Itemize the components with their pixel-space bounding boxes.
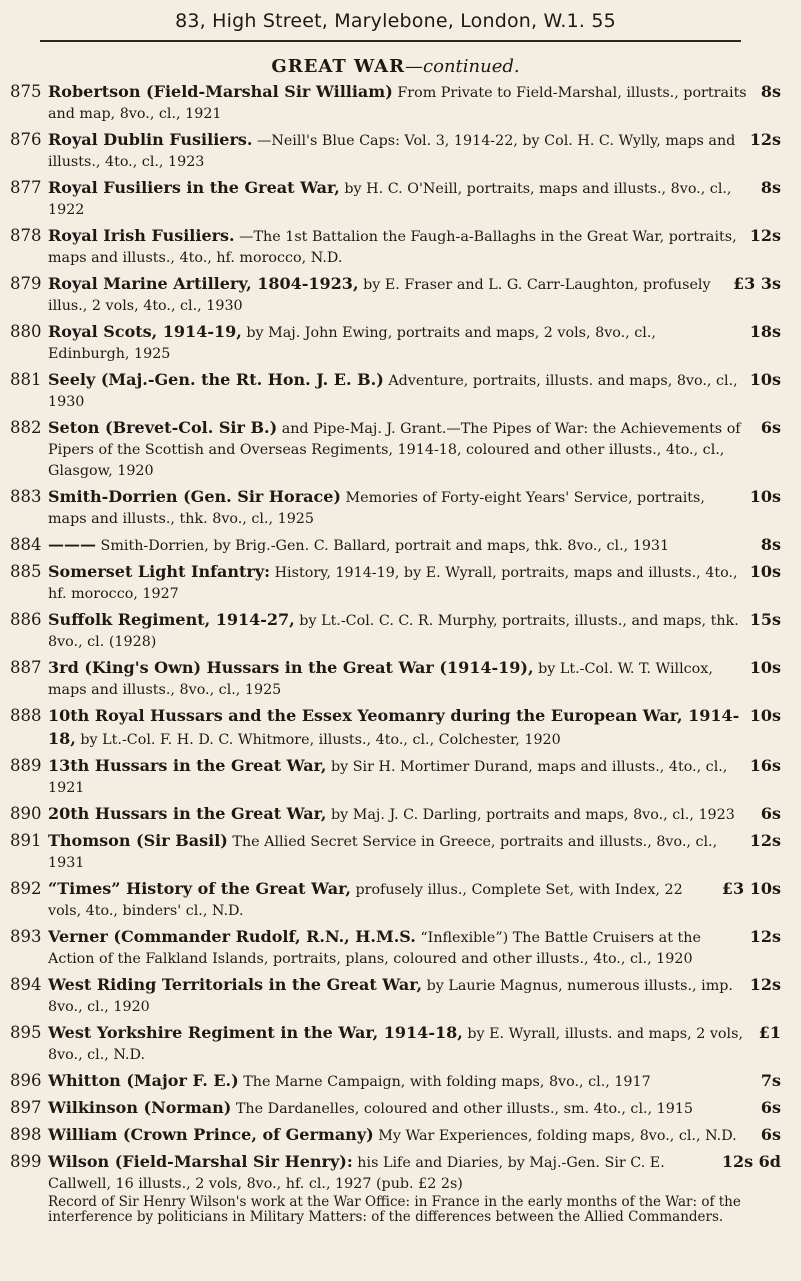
list-item (10, 417, 781, 482)
running-head: 83, High Street, Marylebone, London, W.1. 55 (175, 10, 616, 32)
entry-price: 12s (749, 226, 781, 245)
list-item (10, 926, 781, 970)
entry-description: Adventure, portraits, illusts. and maps, 8vo., cl., 1930 (48, 373, 738, 410)
entry-price: 6s (760, 804, 781, 823)
entry-body (48, 755, 781, 799)
entry-number: 889 (10, 756, 42, 775)
entry-price: 6s (760, 418, 781, 437)
section-title: GREAT WAR (271, 56, 406, 77)
list-item (10, 1097, 781, 1120)
list-item (10, 321, 781, 365)
entry-price: 6s (760, 1098, 781, 1117)
entry-title: Robertson (Field-Marshal Sir William) (48, 82, 393, 101)
entry-description: profusely illus., Complete Set, with Index, 22 vols, 4to., binders' cl., N.D. (48, 882, 683, 919)
entry-number: 887 (10, 658, 42, 677)
entry-price: 12s (749, 831, 781, 850)
entry-description: The Allied Secret Service in Greece, portraits and illusts., 8vo., cl., 1931 (48, 834, 718, 871)
list-item (10, 1070, 781, 1093)
entry-body (48, 705, 781, 751)
entry-number: 895 (10, 1023, 42, 1042)
entry-body (48, 225, 781, 269)
entry-body (48, 1022, 781, 1066)
entry-price: 10s (749, 370, 781, 389)
entry-title: Wilson (Field-Marshal Sir Henry): (48, 1152, 353, 1171)
entry-number: 885 (10, 562, 42, 581)
list-item (10, 369, 781, 413)
entry-number: 881 (10, 370, 42, 389)
list-item (10, 1124, 781, 1147)
entry-description: by E. Wyrall, illusts. and maps, 2 vols, 8vo., cl., N.D. (48, 1026, 743, 1063)
list-item (10, 705, 781, 751)
entry-body (48, 534, 781, 557)
entry-number: 888 (10, 706, 42, 725)
entry-number: 883 (10, 487, 42, 506)
entry-title: 20th Hussars in the Great War, (48, 804, 327, 823)
entry-price: 12s 6d (721, 1152, 781, 1171)
entry-title: Thomson (Sir Basil) (48, 831, 228, 850)
entry-price: 10s (749, 658, 781, 677)
entry-price: 15s (749, 610, 781, 629)
entry-description: My War Experiences, folding maps, 8vo., cl., N.D. (378, 1128, 737, 1144)
entry-title: Whitton (Major F. E.) (48, 1071, 239, 1090)
entry-description: by E. Fraser and L. G. Carr-Laughton, profusely illus., 2 vols, 4to., cl., 1930 (48, 277, 711, 314)
entry-number: 879 (10, 274, 42, 293)
entry-price: 8s (760, 178, 781, 197)
entry-body (48, 1070, 781, 1093)
list-item (10, 830, 781, 874)
entry-title: Royal Fusiliers in the Great War, (48, 178, 340, 197)
entry-title: Royal Dublin Fusiliers. (48, 130, 253, 149)
list-item (10, 878, 781, 922)
entry-number: 896 (10, 1071, 42, 1090)
entry-title: Royal Irish Fusiliers. (48, 226, 235, 245)
entry-number: 893 (10, 927, 42, 946)
entry-description: —The 1st Battalion the Faugh-a-Ballaghs in the Great War, portraits, maps and illusts., 4to., hf. morocco, N.D. (48, 229, 737, 266)
entry-description: by Laurie Magnus, numerous illusts., imp. 8vo., cl., 1920 (48, 978, 733, 1015)
entry-number: 875 (10, 82, 42, 101)
entry-title: ——— (48, 535, 96, 554)
entry-body (48, 1097, 781, 1120)
entry-description: —Neill's Blue Caps: Vol. 3, 1914-22, by Col. H. C. Wylly, maps and illusts., 4to., cl., 1923 (48, 133, 736, 170)
entry-price: 12s (749, 130, 781, 149)
list-item (10, 974, 781, 1018)
entry-note: Record of Sir Henry Wilson's work at the War Office: in France in the early months of the War: of the interference by politicians in Military Matters: of the differences between the Allied Commanders. (48, 1194, 741, 1225)
entry-body (48, 321, 781, 365)
entry-title: Wilkinson (Norman) (48, 1098, 232, 1117)
entry-body (48, 369, 781, 413)
entry-number: 880 (10, 322, 42, 341)
entry-body (48, 609, 781, 653)
entry-title: 3rd (King's Own) Hussars in the Great War (1914-19), (48, 658, 534, 677)
list-item (10, 177, 781, 221)
entry-title: Suffolk Regiment, 1914-27, (48, 610, 295, 629)
list-item (10, 755, 781, 799)
entry-price: 10s (749, 487, 781, 506)
entry-body (48, 657, 781, 701)
entry-title: Royal Scots, 1914-19, (48, 322, 242, 341)
entry-title: Seton (Brevet-Col. Sir B.) (48, 418, 278, 437)
entry-description: his Life and Diaries, by Maj.-Gen. Sir C. E. Callwell, 16 illusts., 2 vols, 8vo., hf. cl., 1927 (pub. £2 2s) (48, 1155, 665, 1192)
entry-number: 894 (10, 975, 42, 994)
entry-title: Seely (Maj.-Gen. the Rt. Hon. J. E. B.) (48, 370, 384, 389)
entry-number: 899 (10, 1152, 42, 1171)
entry-title: Royal Marine Artillery, 1804-1923, (48, 274, 359, 293)
entry-body (48, 81, 781, 125)
entry-price: 8s (760, 535, 781, 554)
entry-price: 10s (749, 562, 781, 581)
entry-number: 877 (10, 178, 42, 197)
entry-title: William (Crown Prince, of Germany) (48, 1125, 374, 1144)
entry-description: Smith-Dorrien, by Brig.-Gen. C. Ballard, portrait and maps, thk. 8vo., cl., 1931 (100, 538, 670, 554)
list-item (10, 225, 781, 269)
entry-description: The Dardanelles, coloured and other illusts., sm. 4to., cl., 1915 (235, 1101, 694, 1117)
list-item (10, 534, 781, 557)
entry-body (48, 974, 781, 1018)
entry-body (48, 1151, 781, 1225)
entry-price: 12s (749, 975, 781, 994)
entry-description: From Private to Field-Marshal, illusts., portraits and map, 8vo., cl., 1921 (48, 85, 747, 122)
entry-price: 12s (749, 927, 781, 946)
entry-number: 897 (10, 1098, 42, 1117)
list-item (10, 486, 781, 530)
entry-body (48, 830, 781, 874)
entry-body (48, 486, 781, 530)
entry-body (48, 561, 781, 605)
entry-price: £3 10s (721, 879, 781, 898)
entry-title: 10th Royal Hussars and the Essex Yeomanry during the European War, 1914-18, (48, 706, 740, 748)
entry-body (48, 129, 781, 173)
entry-body (48, 273, 781, 317)
list-item (10, 609, 781, 653)
entry-description: by Sir H. Mortimer Durand, maps and illusts., 4to., cl., 1921 (48, 759, 728, 796)
entry-number: 878 (10, 226, 42, 245)
entry-title: 13th Hussars in the Great War, (48, 756, 327, 775)
entry-description: “Inflexible”) The Battle Cruisers at the Action of the Falkland Islands, portraits, plans, coloured and other illusts., 4to., cl., 1920 (48, 930, 701, 967)
header-rule (40, 40, 741, 42)
list-item (10, 657, 781, 701)
entry-title: Verner (Commander Rudolf, R.N., H.M.S. (48, 927, 416, 946)
list-item (10, 129, 781, 173)
entry-number: 898 (10, 1125, 42, 1144)
entry-description: by Lt.-Col. C. C. R. Murphy, portraits, illusts., and maps, thk. 8vo., cl. (1928) (48, 613, 739, 650)
section-suffix: —continued. (405, 56, 520, 77)
entry-description: and Pipe-Maj. J. Grant.—The Pipes of War: the Achievements of Pipers of the Scottish and Overseas Regiments, 1914-18, coloured and other illusts., 4to., cl., Glasgow, 1920 (48, 421, 741, 479)
entry-price: 10s (749, 706, 781, 725)
entry-number: 876 (10, 130, 42, 149)
entry-description: by Maj. J. C. Darling, portraits and maps, 8vo., cl., 1923 (330, 807, 735, 823)
entry-price: £1 (758, 1023, 781, 1042)
entry-description: Memories of Forty-eight Years' Service, portraits, maps and illusts., thk. 8vo., cl., 1925 (48, 490, 705, 527)
entry-description: by Lt.-Col. F. H. D. C. Whitmore, illusts., 4to., cl., Colchester, 1920 (80, 732, 561, 748)
entry-description: by Lt.-Col. W. T. Willcox, maps and illusts., 8vo., cl., 1925 (48, 661, 713, 698)
list-item (10, 1022, 781, 1066)
entry-number: 886 (10, 610, 42, 629)
entry-description: History, 1914-19, by E. Wyrall, portraits, maps and illusts., 4to., hf. morocco, 1927 (48, 565, 738, 602)
entry-number: 884 (10, 535, 42, 554)
entry-title: “Times” History of the Great War, (48, 879, 351, 898)
entry-body (48, 177, 781, 221)
entry-title: Somerset Light Infantry: (48, 562, 271, 581)
list-item (10, 273, 781, 317)
entry-description: by H. C. O'Neill, portraits, maps and illusts., 8vo., cl., 1922 (48, 181, 732, 218)
entry-title: West Riding Territorials in the Great War, (48, 975, 423, 994)
entry-price: 18s (749, 322, 781, 341)
entry-title: West Yorkshire Regiment in the War, 1914-18, (48, 1023, 463, 1042)
entry-price: £3 3s (733, 274, 781, 293)
entry-body (48, 926, 781, 970)
entry-price: 7s (760, 1071, 781, 1090)
entry-body (48, 803, 781, 826)
entry-description: by Maj. John Ewing, portraits and maps, 2 vols, 8vo., cl., Edinburgh, 1925 (48, 325, 656, 362)
list-item (10, 561, 781, 605)
entry-price: 8s (760, 82, 781, 101)
catalogue-entries (10, 81, 781, 1225)
entry-title: Smith-Dorrien (Gen. Sir Horace) (48, 487, 341, 506)
section-heading (10, 56, 781, 77)
entry-price: 16s (749, 756, 781, 775)
entry-number: 891 (10, 831, 42, 850)
entry-number: 890 (10, 804, 42, 823)
list-item (10, 803, 781, 826)
entry-number: 892 (10, 879, 42, 898)
entry-price: 6s (760, 1125, 781, 1144)
entry-description: The Marne Campaign, with folding maps, 8vo., cl., 1917 (243, 1074, 651, 1090)
list-item (10, 1151, 781, 1225)
entry-number: 882 (10, 418, 42, 437)
list-item (10, 81, 781, 125)
entry-body (48, 1124, 781, 1147)
entry-body (48, 878, 781, 922)
entry-body (48, 417, 781, 482)
